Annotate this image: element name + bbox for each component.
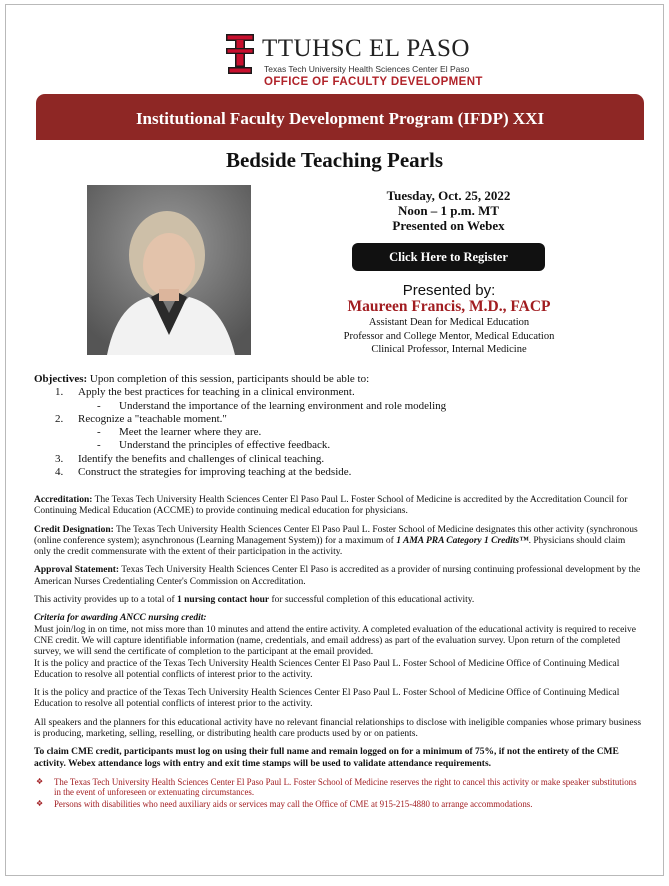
objective-dash: - — [97, 426, 101, 439]
nursing-text-b: for successful completion of this educational activity. — [269, 595, 475, 606]
objective-text: Understand the principles of effective feedback. — [119, 439, 331, 452]
event-venue: Presented on Webex — [392, 218, 505, 233]
criteria-text: Must join/log in on time, not miss more than 10 minutes and attend the entire activity. A completed evaluation of the educational activity is required to receive CNE credit. We will capture identifiable information (name, credentials, and email address) as part of the evaluation survey. Upon return of the completed survey, we will send the certificate of completion to the participant at the email provided. — [34, 624, 636, 658]
accreditation-paragraph — [34, 495, 644, 518]
credit-label: Credit Designation: — [34, 524, 114, 535]
body-text — [34, 495, 644, 810]
note-text: The Texas Tech University Health Sciences Center El Paso Paul L. Foster School of Medicine reserves the right to cancel this activity or make speaker substitutions in the event of unforeseen or extenuating circumstances. — [54, 776, 637, 798]
logo-title: TTUHSC EL PASO — [262, 35, 470, 62]
objective-dash: - — [97, 399, 101, 412]
diamond-bullet-icon: ❖ — [36, 798, 44, 808]
objectives-label: Objectives: — [34, 373, 88, 385]
cme-paragraph: To claim CME credit, participants must log on using their full name and remain logged on for a minimum of 75%, if not the entirety of the CME activity. Webex attendance logs with entry and exit time stamps will be used to validate attendance requirements. — [34, 747, 619, 769]
nursing-hours: 1 nursing contact hour — [177, 595, 270, 606]
presenter-title: Clinical Professor, Internal Medicine — [371, 344, 527, 355]
approval-text: Texas Tech University Health Sciences Center El Paso is accredited as a provider of nursing continuing professional development by the American Nurses Credentialing Center's Commission on Accreditation. — [34, 565, 641, 587]
office-name: OFFICE OF FACULTY DEVELOPMENT — [264, 76, 483, 88]
header — [6, 31, 663, 93]
event-date: Tuesday, Oct. 25, 2022 — [386, 188, 511, 203]
objective-number: 2. — [55, 412, 64, 425]
event-title: Bedside Teaching Pearls — [225, 148, 444, 172]
objective-subitem — [34, 439, 644, 452]
approval-label: Approval Statement: — [34, 565, 120, 576]
event-details — [336, 188, 561, 233]
criteria-policy: It is the policy and practice of the Texas Tech University Health Sciences Center El Paso Paul L. Foster School of Medicine Office of Continuing Medical Education to resolve all potential conflicts of interest prior to the activity. — [34, 658, 620, 680]
objective-text: Apply the best practices for teaching in a clinical environment. — [78, 386, 355, 399]
objectives-intro — [34, 373, 644, 386]
notes-list — [34, 777, 644, 810]
credit-amount: 1 AMA PRA Category 1 Credits™ — [396, 535, 529, 546]
credit-paragraph — [34, 525, 644, 559]
objective-item — [34, 386, 644, 399]
objective-dash: - — [97, 439, 101, 452]
policy-paragraph: It is the policy and practice of the Texas Tech University Health Sciences Center El Paso Paul L. Foster School of Medicine Office of Continuing Medical Education to resolve all potential conflicts of interest prior to the activity. — [34, 688, 620, 710]
objectives-section — [34, 373, 644, 479]
objective-number: 3. — [55, 452, 64, 465]
logo-subtitle: Texas Tech University Health Sciences Center El Paso — [264, 64, 470, 74]
criteria-heading: Criteria for awarding ANCC nursing credit: — [34, 613, 207, 624]
event-time: Noon – 1 p.m. MT — [397, 203, 500, 218]
diamond-bullet-icon: ❖ — [36, 776, 44, 786]
presenter-portrait-icon — [87, 185, 251, 355]
objective-text: Understand the importance of the learning environment and role modeling — [119, 399, 447, 412]
presenter-photo — [87, 185, 251, 355]
presenter-title: Assistant Dean for Medical Education — [368, 317, 530, 328]
objective-subitem — [34, 426, 644, 439]
presenter-title: Professor and College Mentor, Medical Education — [343, 330, 555, 342]
nursing-paragraph — [34, 595, 644, 606]
nursing-text-a: This activity provides up to a total of — [34, 595, 178, 606]
criteria-paragraph — [34, 613, 644, 681]
disclosure-paragraph: All speakers and the planners for this educational activity have no relevant financial relationships to disclose with ineligible companies whose primary business is producing, marketing, selling, reselling, or distributing health care products used by or on patients. — [34, 717, 642, 740]
credit-text-a: The Texas Tech University Health Sciences Center El Paso Paul L. Foster School of Medicine designates this other activity (synchronous (online conference system); asynchronous (Learning Management System)) for a maximum of — [34, 524, 638, 546]
note-text: Persons with disabilities who need auxiliary aids or services may call the Office of CME at 915-215-4880 to arrange accommodations. — [54, 798, 533, 809]
objective-number: 1. — [55, 386, 64, 399]
objectives-intro-text: Upon completion of this session, participants should be able to: — [87, 373, 370, 385]
accreditation-label: Accreditation: — [34, 495, 93, 505]
objective-number: 4. — [55, 466, 64, 479]
objective-item — [34, 466, 644, 479]
presented-by-label: Presented by: — [402, 282, 496, 299]
objective-item — [34, 413, 644, 426]
credit-text-b: . Physicians should claim only the credit commensurate with the extent of their participation in the activity. — [34, 535, 626, 558]
accreditation-text: The Texas Tech University Health Sciences Center El Paso Paul L. Foster School of Medicine is accredited by the Accreditation Council for Continuing Medical Education (ACCME) to provide continuing medical education for physicians. — [34, 495, 628, 517]
double-t-logo-icon — [226, 34, 254, 74]
objective-text: Construct the strategies for improving teaching at the bedside. — [78, 466, 352, 479]
objective-text: Identify the benefits and challenges of clinical teaching. — [78, 452, 325, 465]
flyer-page — [5, 4, 664, 876]
presenter-titles — [296, 316, 602, 357]
presenter-name: Maureen Francis, M.D., FACP — [347, 298, 551, 315]
approval-paragraph — [34, 565, 644, 588]
objective-text: Recognize a "teachable moment." — [78, 412, 227, 425]
note-item — [34, 777, 644, 798]
objective-text: Meet the learner where they are. — [119, 426, 262, 439]
register-button[interactable]: Click Here to Register — [352, 243, 545, 271]
objective-subitem — [34, 400, 644, 413]
program-banner: Institutional Faculty Development Program (IFDP) XXI — [36, 94, 644, 140]
note-item — [34, 799, 644, 810]
objective-item — [34, 453, 644, 466]
